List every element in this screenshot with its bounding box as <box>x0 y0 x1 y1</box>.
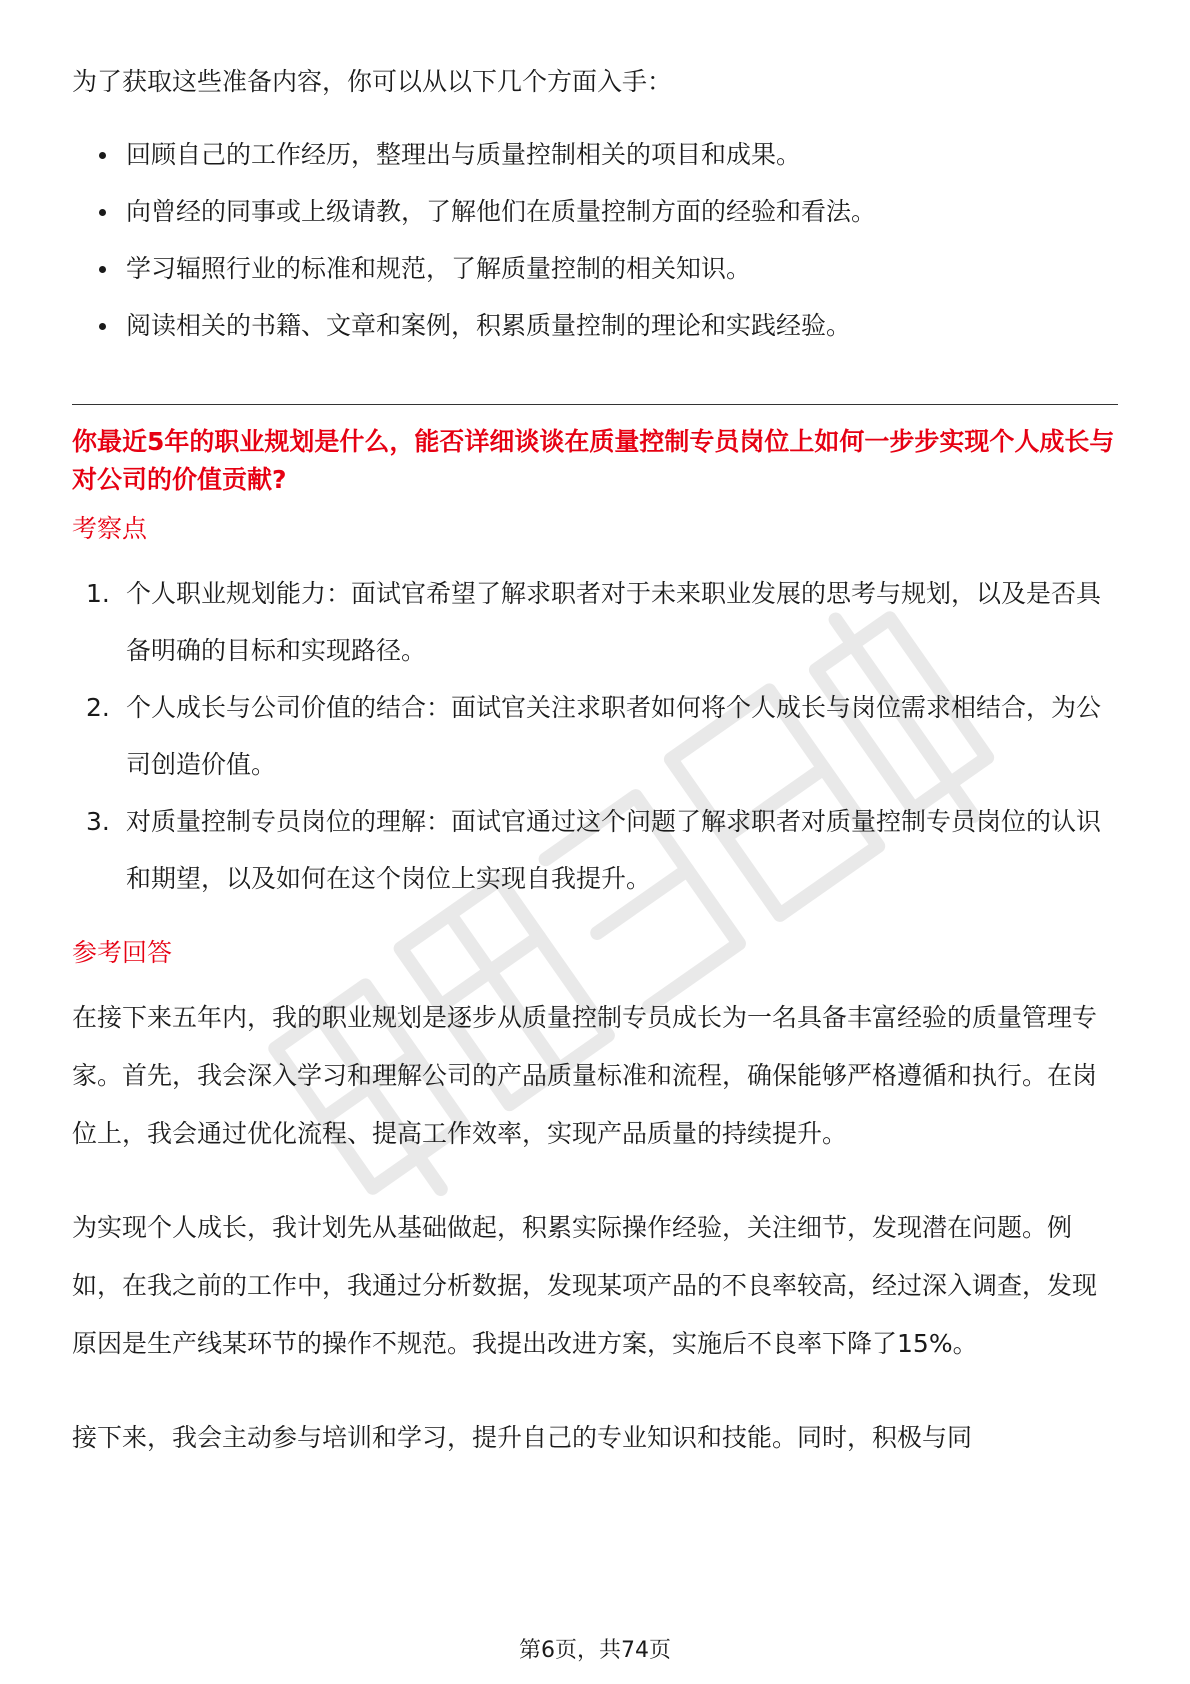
intro-text: 为了获取这些准备内容，你可以从以下几个方面入手： <box>72 67 673 96</box>
question-heading: 你最近5年的职业规划是什么，能否详细谈谈在质量控制专员岗位上如何一步步实现个人成长与对公司的价值贡献? <box>72 427 1115 494</box>
list-item: 阅读相关的书籍、文章和案例，积累质量控制的理论和实践经验。 <box>72 297 1118 354</box>
list-item: 学习辐照行业的标准和规范，了解质量控制的相关知识。 <box>72 240 1118 297</box>
answer-title: 参考回答 <box>72 938 173 967</box>
list-item-number: 2. <box>86 693 110 722</box>
list-item-text: 对质量控制专员岗位的理解：面试官通过这个问题了解求职者对质量控制专员岗位的认识和期望，以及如何在这个岗位上实现自我提升。 <box>126 807 1102 893</box>
answer-paragraph: 在接下来五年内，我的职业规划是逐步从质量控制专员成长为一名具备丰富经验的质量管理专家。首先，我会深入学习和理解公司的产品质量标准和流程，确保能够严格遵循和执行。在岗位上，我会通过优化流程、提高工作效率，实现产品质量的持续提升。 <box>72 1003 1098 1148</box>
exam-points-title: 考察点 <box>72 514 148 543</box>
list-item <box>72 679 1118 793</box>
list-item-number: 1. <box>86 579 110 608</box>
main-content <box>72 64 1118 1503</box>
list-item: 回顾自己的工作经历，整理出与质量控制相关的项目和成果。 <box>72 126 1118 183</box>
exam-points-list <box>72 565 1118 907</box>
list-item: 向曾经的同事或上级请教，了解他们在质量控制方面的经验和看法。 <box>72 183 1118 240</box>
answer-paragraph: 为实现个人成长，我计划先从基础做起，积累实际操作经验，关注细节，发现潜在问题。例如，在我之前的工作中，我通过分析数据，发现某项产品的不良率较高，经过深入调查，发现原因是生产线某环节的操作不规范。我提出改进方案，实施后不良率下降了15%。 <box>72 1213 1098 1358</box>
list-item <box>72 793 1118 907</box>
list-item-text: 个人职业规划能力：面试官希望了解求职者对于未来职业发展的思考与规划，以及是否具备明确的目标和实现路径。 <box>126 579 1102 665</box>
list-item-number: 3. <box>86 807 110 836</box>
list-item <box>72 565 1118 679</box>
page-number: 第6页，共74页 <box>519 1638 671 1663</box>
section-divider <box>72 404 1118 405</box>
answer-paragraph: 接下来，我会主动参与培训和学习，提升自己的专业知识和技能。同时，积极与同 <box>72 1423 973 1452</box>
list-item-text: 个人成长与公司价值的结合：面试官关注求职者如何将个人成长与岗位需求相结合，为公司创造价值。 <box>126 693 1102 779</box>
preparation-list <box>72 126 1118 354</box>
